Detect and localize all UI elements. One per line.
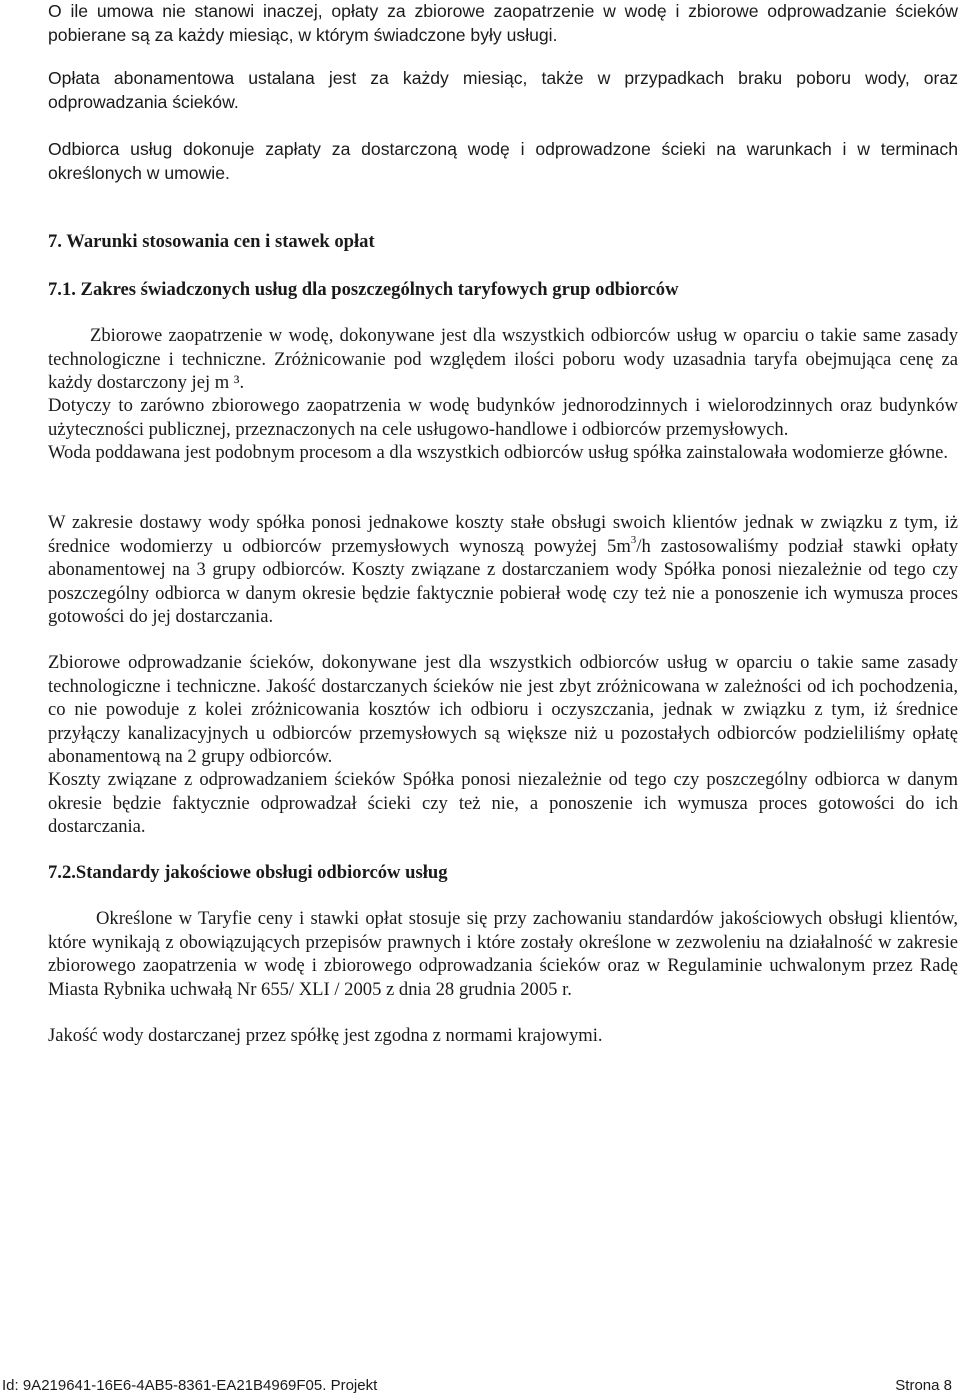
paragraph-sewage-costs: Koszty związane z odprowadzaniem ścieków Spółka ponosi niezależnie od tego czy poszczególny odbiorca w danym okresie będzie faktycznie odprowadzał ścieki czy też nie, a ponoszenie ich wymusza proces gotowości do ich dostarczania.: [48, 769, 958, 837]
paragraph-quality-standards: Określone w Taryfie ceny i stawki opłat stosuje się przy zachowaniu standardów jakościowych obsługi klientów, które wynikają z obowiązujących przepisów prawnych i które zostały określone w zezwoleniu na działalność w zakresie zbiorowego zaopatrzenia w wodę i zbiorowego odprowadzania ścieków oraz w Regulaminie uchwalonym przez Radę Miasta Rybnika uchwałą Nr 655/ XLI / 2005 z dnia 28 grudnia 2005 r.: [48, 908, 958, 1000]
paragraph-buildings: Dotyczy to zarówno zbiorowego zaopatrzenia w wodę budynków jednorodzinnych i wielorodzinnych oraz budynków użyteczności publicznej, przeznaczonych na cele usługowo-handlowe i odbiorców przemysłowych.: [48, 395, 958, 440]
superscript-cubic: 3: [630, 534, 637, 547]
section-heading-7: 7. Warunki stosowania cen i stawek opłat: [48, 231, 375, 252]
footer-document-id: Id: 9A219641-16E6-4AB5-8361-EA21B4969F05. Projekt: [2, 1377, 378, 1394]
paragraph-supply-costs: [48, 511, 958, 629]
paragraph-sewage-collection: Zbiorowe odprowadzanie ścieków, dokonywane jest dla wszystkich odbiorców usług w oparciu o takie same zasady technologiczne i techniczne. Jakość dostarczanych ścieków nie jest zbyt zróżnicowana w zależności od ich pochodzenia, co nie powoduje z kolei zróżnicowania kosztów ich odbioru i oczyszczania, jednak w związku z tym, iż średnice przyłączy kanalizacyjnych u odbiorców przemysłowych są większe niż u pozostałych odbiorców podzieliliśmy opłatę abonamentową na 2 grupy odbiorców.: [48, 652, 958, 767]
paragraph-supply-costs-part1: W zakresie dostawy wody spółka ponosi jednakowe koszty stałe obsługi swoich klientów jednak w związku z tym, iż średnice wodomierzy u odbiorców przemysłowych wynoszą powyżej 5m: [48, 512, 958, 557]
section-heading-7-1: 7.1. Zakres świadczonych usług dla poszczególnych taryfowych grup odbiorców: [48, 279, 679, 300]
footer-page-number: Strona 8: [895, 1377, 952, 1394]
paragraph-supply-costs-part2: /h zastosowaliśmy podział stawki opłaty abonamentowej na 3 grupy odbiorców. Koszty związane z dostarczaniem wody Spółka ponosi niezależnie od tego czy poszczególny odbiorca w danym okresie będzie faktycznie pobierał wodę czy też nie a ponoszenie ich wymusza proces gotowości do jej dostarczania.: [48, 535, 958, 627]
paragraph-water-meters: Woda poddawana jest podobnym procesom a dla wszystkich odbiorców usług spółka zainstalowała wodomierze główne.: [48, 442, 949, 463]
page-footer: [0, 1376, 958, 1396]
section-heading-7-2: 7.2.Standardy jakościowe obsługi odbiorców usług: [48, 862, 448, 883]
paragraph-water-quality: Jakość wody dostarczanej przez spółkę jest zgodna z normami krajowymi.: [48, 1025, 603, 1046]
paragraph-water-supply: Zbiorowe zaopatrzenie w wodę, dokonywane jest dla wszystkich odbiorców usług w oparciu o takie same zasady technologiczne i techniczne. Zróżnicowanie pod względem ilości poboru wody uzasadnia taryfa obejmująca cenę za każdy dostarczony jej m ³.: [48, 325, 958, 393]
paragraph-subscription-fee: Opłata abonamentowa ustalana jest za każdy miesiąc, także w przypadkach braku poboru wody, oraz odprowadzania ścieków.: [48, 68, 958, 112]
paragraph-payment-terms: Odbiorca usług dokonuje zapłaty za dostarczoną wodę i odprowadzone ścieki na warunkach i w terminach określonych w umowie.: [48, 139, 958, 183]
paragraph-payment-period: O ile umowa nie stanowi inaczej, opłaty za zbiorowe zaopatrzenie w wodę i zbiorowe odprowadzanie ścieków pobierane są za każdy miesiąc, w którym świadczone były usługi.: [48, 1, 958, 45]
